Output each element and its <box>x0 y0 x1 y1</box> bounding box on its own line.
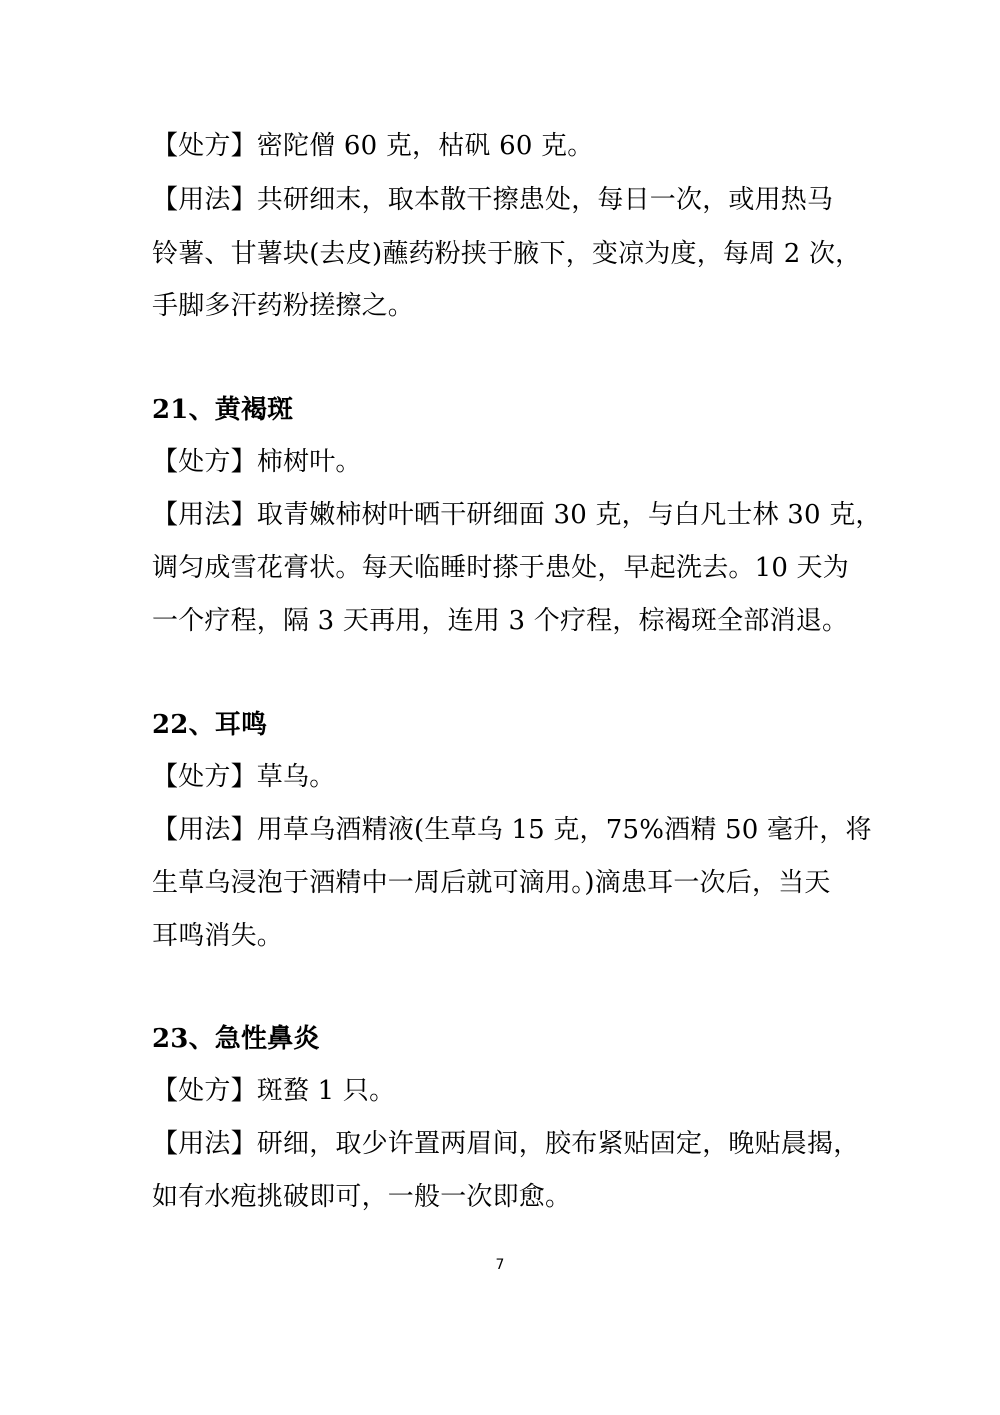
section21-title: 21、黄褐斑 <box>152 395 294 425</box>
section23-usage-line-1: 【用法】研细，取少许置两眉间，胶布紧贴固定，晚贴晨揭， <box>152 1129 860 1159</box>
section22-usage-line-1: 【用法】用草乌酒精液(生草乌 15 克，75%酒精 50 毫升，将 <box>152 815 872 845</box>
section23-usage-line-2: 如有水疱挑破即可，一般一次即愈。 <box>152 1182 572 1212</box>
section22-usage-line-2: 生草乌浸泡于酒精中一周后就可滴用。)滴患耳一次后，当天 <box>152 868 831 898</box>
section21-prescription: 【处方】柿树叶。 <box>152 447 362 477</box>
page-number: 7 <box>495 1257 505 1273</box>
section22-usage-line-3: 耳鸣消失。 <box>152 921 284 951</box>
section22-title: 22、耳鸣 <box>152 710 268 740</box>
section20-prescription: 【处方】密陀僧 60 克，枯矾 60 克。 <box>152 131 594 161</box>
section20-usage-line-3: 手脚多汗药粉搓擦之。 <box>152 291 415 321</box>
section20-usage-line-2: 铃薯、甘薯块(去皮)蘸药粉挟于腋下，变凉为度，每周 2 次， <box>152 239 862 269</box>
section22-prescription: 【处方】草乌。 <box>152 762 336 792</box>
section21-usage-line-3: 一个疗程，隔 3 天再用，连用 3 个疗程，棕褐斑全部消退。 <box>152 606 849 636</box>
section21-usage-line-2: 调匀成雪花膏状。每天临睡时搽于患处，早起洗去。10 天为 <box>152 553 849 583</box>
section23-prescription: 【处方】斑蝥 1 只。 <box>152 1076 396 1106</box>
section23-title: 23、急性鼻炎 <box>152 1024 320 1054</box>
section21-usage-line-1: 【用法】取青嫩柿树叶晒干研细面 30 克，与白凡士林 30 克， <box>152 500 882 530</box>
section20-usage-line-1: 【用法】共研细末，取本散干擦患处，每日一次，或用热马 <box>152 185 834 215</box>
